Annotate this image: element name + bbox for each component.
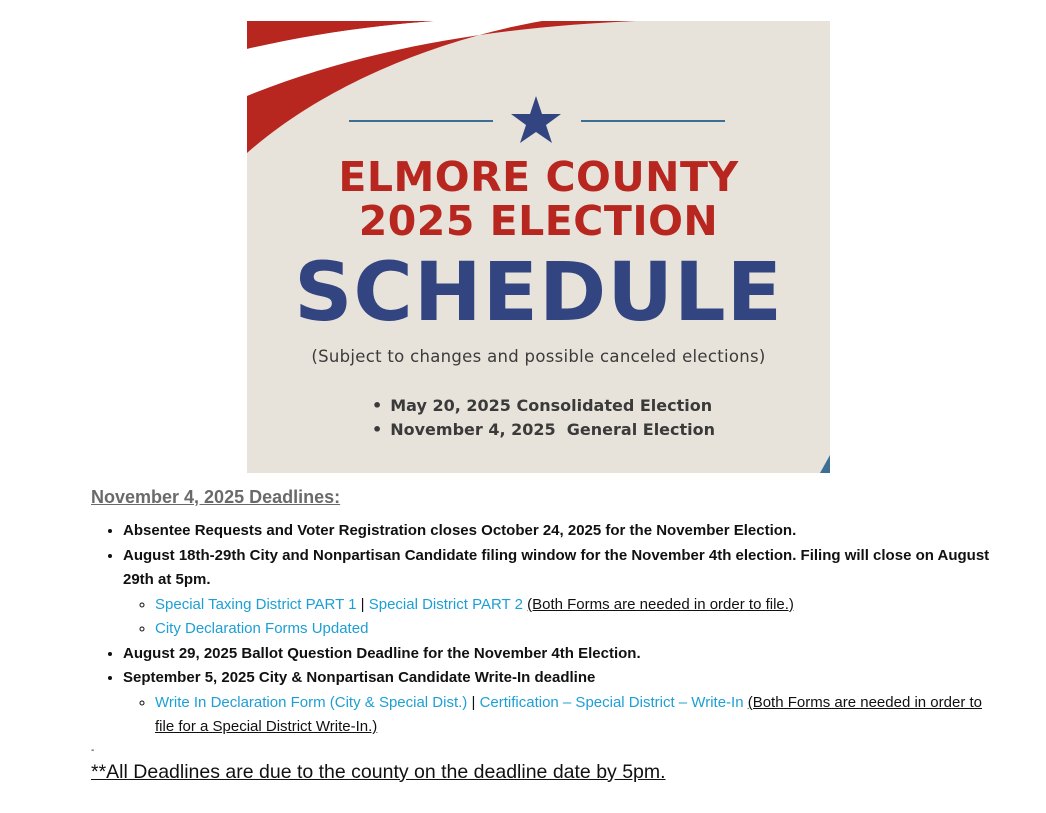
banner-election-item: • May 20, 2025 Consolidated Election <box>372 394 715 418</box>
filing-forms-item <box>155 593 991 618</box>
deadline-text: August 18th-29th City and Nonpartisan Candidate filing window for the November 4th election. Filing will close on August 29th at 5pm. <box>123 546 990 588</box>
banner-election-item: • November 4, 2025 General Election <box>372 418 715 442</box>
deadline-item-filing-window <box>123 544 991 642</box>
deadline-item-ballot-question <box>123 642 991 667</box>
deadline-text: August 29, 2025 Ballot Question Deadline for the November 4th Election. <box>123 644 641 662</box>
write-in-forms-list <box>123 691 991 740</box>
banner-title-election: 2025 ELECTION <box>358 197 719 245</box>
deadline-due-note: **All Deadlines are due to the county on the deadline date by 5pm. <box>91 760 666 783</box>
write-in-forms-item <box>155 691 991 740</box>
election-schedule-banner <box>247 21 830 473</box>
filing-forms-list <box>123 593 991 642</box>
banner-schedule-word: SCHEDULE <box>294 246 783 340</box>
both-forms-note: (Both Forms are needed in order to file.) <box>527 595 794 613</box>
banner-subtitle: (Subject to changes and possible canceled elections) <box>311 347 766 366</box>
corner-accent <box>820 455 830 473</box>
city-declaration-forms-link[interactable]: City Declaration Forms Updated <box>155 620 369 637</box>
link-separator: | <box>471 693 476 711</box>
banner-title-county: ELMORE COUNTY <box>338 153 739 201</box>
deadline-text: September 5, 2025 City & Nonpartisan Candidate Write-In deadline <box>123 669 596 686</box>
deadlines-list <box>91 519 991 740</box>
star-icon <box>511 96 561 143</box>
certification-special-district-write-in-link[interactable]: Certification – Special District – Write-In <box>479 693 744 711</box>
write-in-declaration-form-link[interactable]: Write In Declaration Form (City & Special Dist.) <box>155 693 468 711</box>
deadline-text: Absentee Requests and Voter Registration closes October 24, 2025 for the November Election. <box>123 522 797 539</box>
link-separator: | <box>360 595 365 613</box>
special-taxing-district-part1-link[interactable]: Special Taxing District PART 1 <box>155 595 357 613</box>
city-declaration-item <box>155 617 991 642</box>
deadlines-heading: November 4, 2025 Deadlines: <box>91 487 341 507</box>
deadlines-section <box>91 485 991 786</box>
deadline-item-write-in <box>123 666 991 740</box>
stray-mark: - <box>91 744 95 756</box>
both-forms-write-in-note: (Both Forms are needed in order to file for a Special District Write-In.) <box>155 693 983 735</box>
banner-election-list <box>372 394 715 442</box>
special-district-part2-link[interactable]: Special District PART 2 <box>368 595 523 613</box>
deadline-item-absentee <box>123 519 991 544</box>
